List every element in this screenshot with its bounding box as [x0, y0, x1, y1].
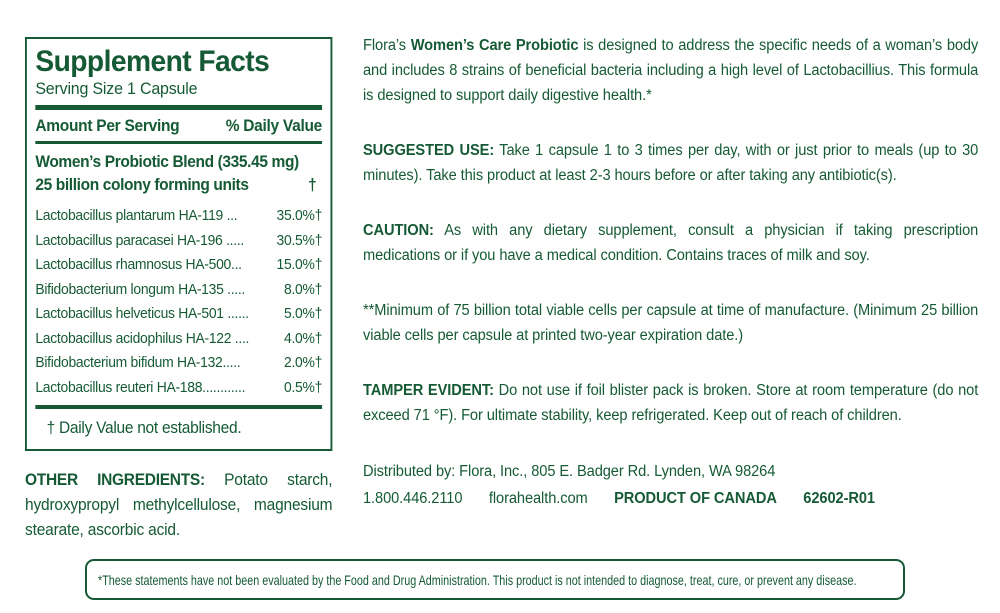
strain-row — [35, 253, 322, 278]
distributor-address: Distributed by: Flora, Inc., 805 E. Badger Rd. Lynden, WA 98264 — [363, 463, 776, 480]
blend-cfu: 25 billion colony forming units — [35, 176, 249, 194]
daily-value-footnote: † Daily Value not established. — [46, 419, 242, 437]
facts-header-row — [35, 115, 322, 137]
amount-per-serving-header: Amount Per Serving — [35, 117, 180, 135]
strain-value: 35.0%† — [276, 208, 323, 224]
strain-row — [35, 204, 322, 229]
distributor-contact-line — [363, 485, 978, 512]
minimum-cells-paragraph: **Minimum of 75 billion total viable cells per capsule at time of manufacture. (Minimum 25 billion viable cells per capsule at printed two-year expiration date.) — [363, 302, 979, 344]
product-name: Women’s Care Probiotic — [410, 37, 579, 54]
dagger-symbol: † — [308, 176, 317, 194]
strain-value: 8.0%† — [283, 281, 323, 298]
caution-label: CAUTION: — [363, 222, 434, 239]
tamper-evident-paragraph — [363, 378, 978, 428]
fda-disclaimer-text: *These statements have not been evaluated by the Food and Drug Administration. This product is not intended to diagnose, treat, cure, or prevent any disease. — [98, 571, 857, 588]
phone-number: 1.800.446.2110 — [363, 490, 463, 507]
blend-subline — [35, 174, 322, 197]
strain-name: Lactobacillus rhamnosus HA-500... — [35, 257, 242, 273]
product-code: 62602-R01 — [803, 490, 875, 507]
caution-paragraph — [363, 218, 978, 268]
strain-row — [35, 229, 322, 254]
tamper-evident-label: TAMPER EVIDENT: — [363, 382, 494, 399]
strain-list — [35, 204, 322, 400]
strain-row — [35, 351, 322, 376]
divider-medium — [35, 141, 322, 144]
strain-row — [35, 278, 322, 303]
left-column — [25, 37, 332, 543]
other-ingredients-paragraph — [25, 468, 332, 543]
website-url: florahealth.com — [488, 490, 588, 507]
tamper-evident-text: Do not use if foil blister pack is broken. Store at room temperature (do not exceed 71 °F). For ultimate stability, keep refrigerated. Keep out of reach of children. — [363, 382, 979, 424]
supplement-facts-panel — [25, 37, 332, 451]
caution-text: As with any dietary supplement, consult a physician if taking prescription medications or if you have a medical condition. Contains traces of milk and soy. — [363, 222, 979, 264]
serving-size: Serving Size 1 Capsule — [35, 79, 198, 98]
supplement-facts-title: Supplement Facts — [35, 45, 270, 78]
strain-name: Lactobacillus helveticus HA-501 ...... — [35, 306, 249, 322]
strain-value: 5.0%† — [283, 306, 323, 322]
intro-paragraph — [363, 33, 978, 108]
fda-disclaimer-box — [85, 559, 905, 600]
other-ingredients-text: Potato starch, hydroxypropyl methylcellulose, magnesium stearate, ascorbic acid. — [25, 471, 333, 539]
strain-row — [35, 376, 322, 401]
strain-value: 30.5%† — [276, 232, 323, 249]
strain-value: 0.5%† — [283, 379, 323, 396]
suggested-use-paragraph — [363, 138, 978, 188]
strain-name: Lactobacillus reuteri HA-188............ — [35, 379, 246, 396]
strain-name: Bifidobacterium bifidum HA-132..... — [35, 355, 241, 371]
suggested-use-label: SUGGESTED USE: — [363, 142, 495, 159]
strain-name: Bifidobacterium longum HA-135 ..... — [35, 281, 246, 298]
strain-name: Lactobacillus plantarum HA-119 ... — [35, 208, 238, 224]
strain-name: Lactobacillus acidophilus HA-122 .... — [35, 330, 250, 347]
blend-name: Women’s Probiotic Blend (335.45 mg) — [35, 153, 299, 171]
other-ingredients-label: OTHER INGREDIENTS: — [25, 471, 205, 489]
intro-rest: is designed to address the specific needs of a woman’s body and includes 8 strains of beneficial bacteria including a high level of Lactobacillius. This formula is designed to support daily digestive health.* — [363, 37, 979, 104]
intro-prefix: Flora’s — [363, 37, 411, 54]
strain-row — [35, 327, 322, 352]
strain-value: 4.0%† — [283, 330, 323, 347]
daily-value-header: % Daily Value — [225, 117, 323, 135]
strain-row — [35, 302, 322, 327]
strain-name: Lactobacillus paracasei HA-196 ..... — [35, 232, 244, 249]
strain-value: 15.0%† — [276, 257, 323, 273]
strain-value: 2.0%† — [283, 355, 323, 371]
distributor-block — [363, 458, 978, 512]
suggested-use-text: Take 1 capsule 1 to 3 times per day, with or just prior to meals (up to 30 minutes). Take this product at least 2-3 hours before or after taking any antibiotic(s). — [363, 142, 979, 184]
divider-thick-bottom — [35, 405, 322, 409]
divider-thick — [35, 105, 322, 110]
product-origin: PRODUCT OF CANADA — [614, 490, 777, 507]
right-column — [363, 33, 978, 512]
